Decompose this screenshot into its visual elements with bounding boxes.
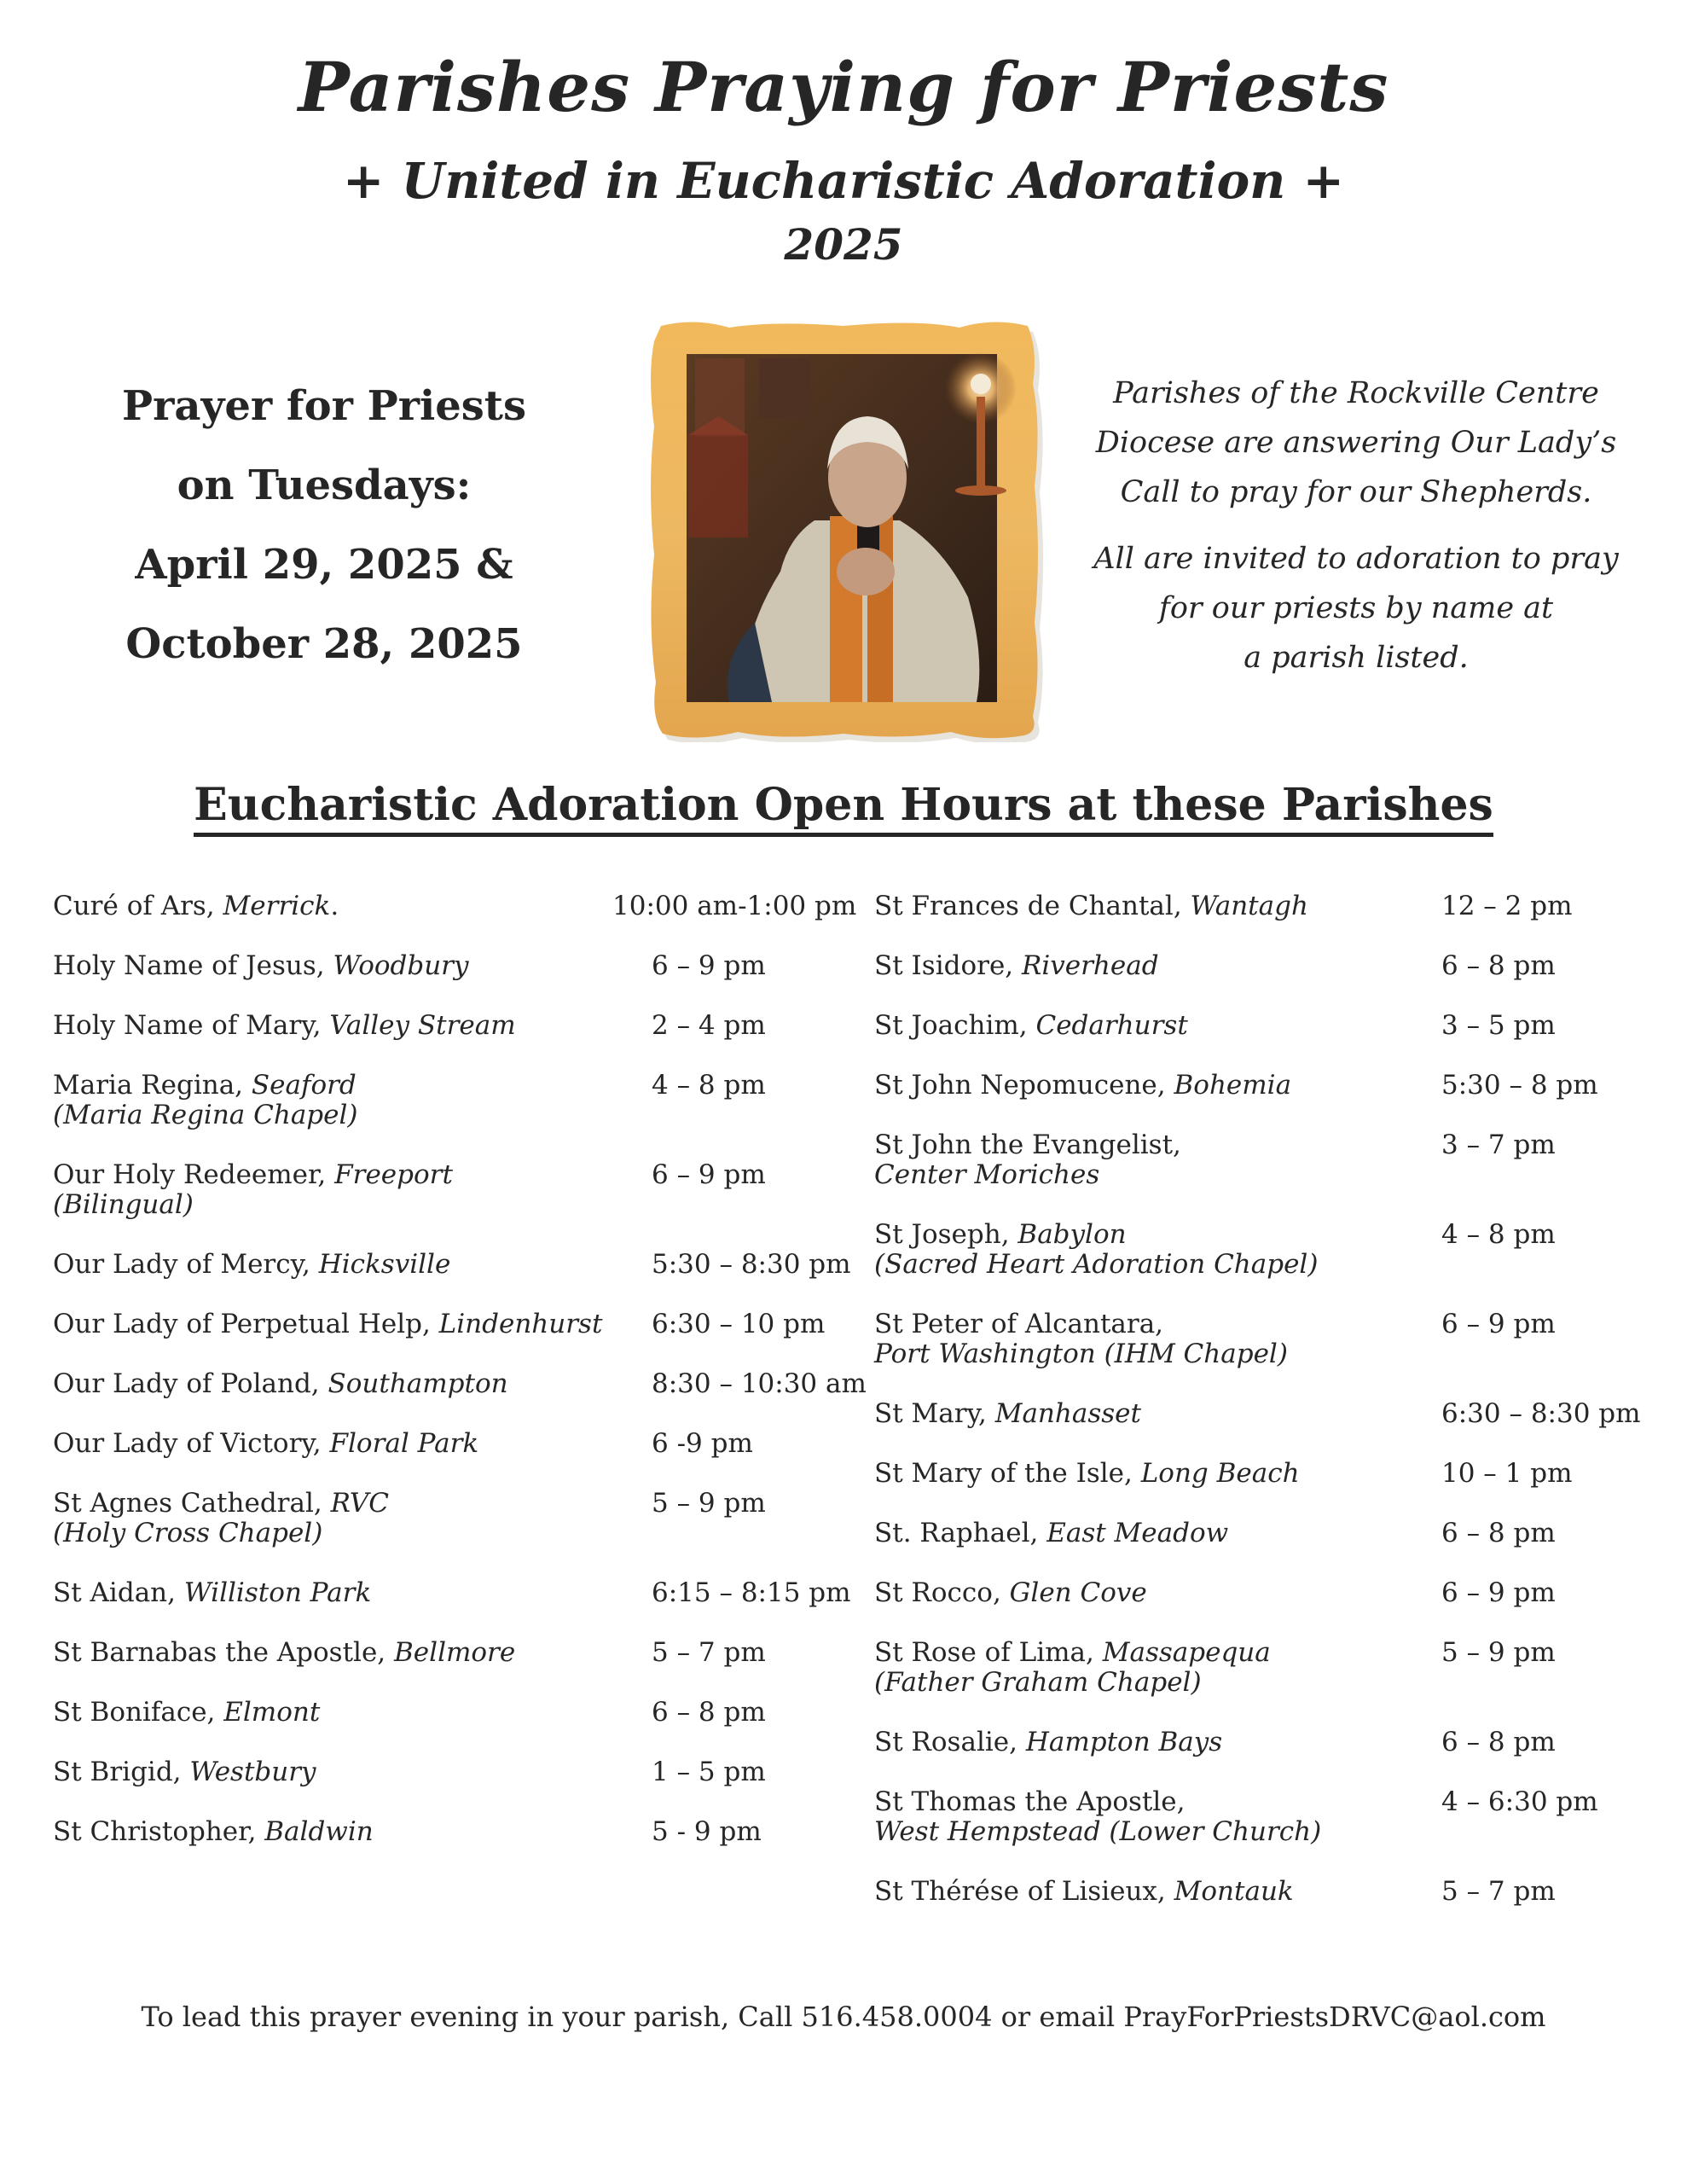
parish-note: West Hempstead (Lower Church) [874,1816,1322,1847]
intro-paragraph-1 [1075,369,1638,517]
adoration-hours: 1 – 5 pm [652,1757,766,1787]
parish-label: St. Raphael, [874,1518,1047,1548]
parish-label: St Thomas the Apostle, [874,1786,1186,1817]
intro-line: for our priests by name at [1158,591,1554,625]
parish-label: St John Nepomucene, [874,1070,1174,1101]
adoration-hours: 6 – 8 pm [652,1697,766,1728]
parish-row [53,1577,851,1638]
parish-label: St Peter of Alcantara, [874,1309,1164,1339]
parish-row [53,1638,846,1698]
parish-town: Westbury [189,1757,316,1787]
parish-town: Elmont [223,1697,321,1728]
adoration-hours: 6:15 – 8:15 pm [652,1577,851,1608]
parish-town: Massapequa [1102,1637,1271,1668]
parish-row [874,1130,1667,1220]
parish-row [874,1220,1667,1310]
adoration-hours: 6 – 8 pm [1441,950,1556,981]
parish-town: Riverhead [1022,950,1159,981]
adoration-hours: 6 – 9 pm [1441,1309,1556,1339]
parish-town: Baldwin [264,1816,374,1847]
parish-row [53,1011,846,1071]
adoration-hours: 3 – 5 pm [1441,1010,1556,1041]
parish-row [874,892,1667,951]
adoration-hours: 6:30 – 10 pm [652,1309,826,1339]
parish-town: Freeport [334,1159,453,1190]
parish-note: Center Moriches [874,1159,1100,1190]
parish-label: St Joachim, [874,1010,1036,1041]
parish-row [874,1578,1667,1638]
parish-town: Southampton [328,1368,508,1399]
intro-line: Call to pray for our Shepherds. [1120,475,1592,509]
adoration-hours: 10 – 1 pm [1441,1458,1573,1489]
adoration-hours: 5 – 7 pm [652,1637,766,1668]
parish-town: Hampton Bays [1025,1727,1223,1757]
parish-town: Valley Stream [329,1010,516,1041]
adoration-hours: 4 – 8 pm [1441,1219,1556,1250]
parish-town: Manhasset [994,1398,1141,1429]
parish-label: St Mary, [874,1398,995,1429]
parish-row [874,1459,1667,1519]
parish-list-left [53,891,867,1877]
parish-label: Holy Name of Mary, [53,1010,330,1041]
adoration-hours: 6 – 8 pm [1441,1518,1556,1548]
parish-row [874,1638,1667,1728]
parish-row [53,1489,846,1578]
parish-label: St Rocco, [874,1577,1010,1608]
prayer-dates-line: October 28, 2025 [125,620,523,668]
page-year: 2025 [784,219,903,270]
parish-label: Maria Regina, [53,1070,252,1101]
parish-row [53,1310,846,1369]
parish-note: (Bilingual) [53,1189,194,1220]
parish-label: St Isidore, [874,950,1022,981]
parish-row [53,891,857,951]
adoration-hours: 4 – 6:30 pm [1441,1786,1598,1817]
parish-town: Long Beach [1140,1458,1300,1489]
parish-row [53,1757,846,1817]
parish-town: Wantagh [1190,891,1308,921]
adoration-hours: 6:30 – 8:30 pm [1441,1398,1641,1429]
parish-town: RVC [330,1488,389,1519]
adoration-hours: 12 – 2 pm [1441,891,1573,921]
intro-line: All are invited to adoration to pray [1093,542,1619,576]
section-heading [0,781,1687,829]
parish-town: Babylon [1017,1219,1127,1250]
parish-suffix: . [330,891,339,921]
parish-label: St Thérése of Lisieux, [874,1876,1174,1907]
parish-row [53,1368,867,1429]
contact-footer: To lead this prayer evening in your parish, Call 516.458.0004 or email PrayForPriestsDRVC@aol.com [141,2001,1546,2033]
parish-label: Holy Name of Jesus, [53,950,333,981]
parish-town: Hicksville [318,1249,451,1280]
parish-town: Bohemia [1174,1070,1292,1101]
praying-priest-painting [644,316,1043,742]
parish-label: St Mary of the Isle, [874,1458,1141,1489]
parish-town: Lindenhurst [438,1309,603,1339]
parish-town: East Meadow [1046,1518,1229,1548]
parish-town: Glen Cove [1009,1577,1147,1608]
parish-note: (Father Graham Chapel) [874,1667,1202,1698]
parish-label: St Agnes Cathedral, [53,1488,331,1519]
adoration-hours: 5 - 9 pm [652,1816,762,1847]
parish-label: St Frances de Chantal, [874,891,1191,921]
parish-label: Curé of Ars, [53,891,223,921]
parish-label: Our Lady of Victory, [53,1428,330,1459]
parish-town: Williston Park [183,1577,372,1608]
adoration-hours: 4 – 8 pm [652,1070,766,1101]
parish-label: St Joseph, [874,1219,1018,1250]
parish-row [874,1011,1667,1071]
prayer-dates-line: on Tuesdays: [177,462,472,509]
parish-town: Montauk [1174,1876,1294,1907]
parish-row [874,1787,1667,1877]
parish-label: Our Lady of Mercy, [53,1249,319,1280]
parish-row [874,1519,1667,1578]
parish-label: Our Lady of Perpetual Help, [53,1309,439,1339]
parish-row [53,1160,846,1250]
parish-row [874,1310,1667,1399]
adoration-hours: 6 -9 pm [652,1428,753,1459]
intro-line: a parish listed. [1244,641,1469,675]
intro-line: Diocese are answering Our Lady’s [1095,426,1617,460]
parish-town: Bellmore [394,1637,516,1668]
adoration-hours: 5 – 9 pm [1441,1637,1556,1668]
prayer-dates-block [85,367,563,684]
parish-town: Woodbury [333,950,469,981]
adoration-hours: 5 – 7 pm [1441,1876,1556,1907]
parish-label: St Rosalie, [874,1727,1026,1757]
parish-row [874,1399,1667,1459]
parish-label: St Boniface, [53,1697,224,1728]
parish-label: St Barnabas the Apostle, [53,1637,395,1668]
parish-row [53,1817,846,1877]
adoration-hours: 5 – 9 pm [652,1488,766,1519]
parish-row [874,951,1667,1011]
adoration-hours: 6 – 9 pm [652,1159,766,1190]
parish-note: (Holy Cross Chapel) [53,1518,323,1548]
parish-town: Cedarhurst [1035,1010,1188,1041]
section-heading-text: Eucharistic Adoration Open Hours at these Parishes [194,779,1493,837]
adoration-hours: 5:30 – 8 pm [1441,1070,1598,1101]
parish-row [53,1071,846,1160]
parish-row [53,1429,846,1489]
parish-row [874,1728,1667,1787]
parish-label: St Christopher, [53,1816,265,1847]
adoration-hours: 6 – 8 pm [1441,1727,1556,1757]
parish-label: Our Holy Redeemer, [53,1159,335,1190]
parish-label: St Brigid, [53,1757,190,1787]
parish-label: St John the Evangelist, [874,1130,1181,1160]
parish-town: Merrick [223,891,331,921]
adoration-hours: 6 – 9 pm [1441,1577,1556,1608]
parish-town: Seaford [251,1070,357,1101]
page-subtitle: + United in Eucharistic Adoration + [342,152,1345,210]
adoration-hours: 8:30 – 10:30 am [652,1368,867,1399]
intro-text [1075,369,1638,682]
parish-label: St Aidan, [53,1577,184,1608]
adoration-hours: 6 – 9 pm [652,950,766,981]
parish-note: Port Washington (IHM Chapel) [874,1339,1288,1369]
parish-row [53,1698,846,1757]
parish-row [874,1071,1667,1130]
parish-note: (Maria Regina Chapel) [53,1100,358,1130]
parish-label: St Rose of Lima, [874,1637,1103,1668]
intro-line: Parishes of the Rockville Centre [1113,376,1599,410]
parish-list-right [874,892,1667,1937]
prayer-dates-line: Prayer for Priests [122,382,526,430]
parish-row [53,951,846,1011]
parish-town: Floral Park [329,1428,479,1459]
adoration-hours: 3 – 7 pm [1441,1130,1556,1160]
adoration-hours: 5:30 – 8:30 pm [652,1249,851,1280]
intro-paragraph-2 [1075,534,1638,682]
parish-label: Our Lady of Poland, [53,1368,328,1399]
prayer-dates-line: April 29, 2025 & [135,541,513,589]
parish-row [874,1877,1667,1937]
page-title: Parishes Praying for Priests [298,47,1389,127]
saint-painting-frame [644,316,1043,742]
adoration-hours: 10:00 am-1:00 pm [612,891,857,921]
parish-note: (Sacred Heart Adoration Chapel) [874,1249,1319,1280]
adoration-hours: 2 – 4 pm [652,1010,766,1041]
parish-row [53,1249,851,1310]
